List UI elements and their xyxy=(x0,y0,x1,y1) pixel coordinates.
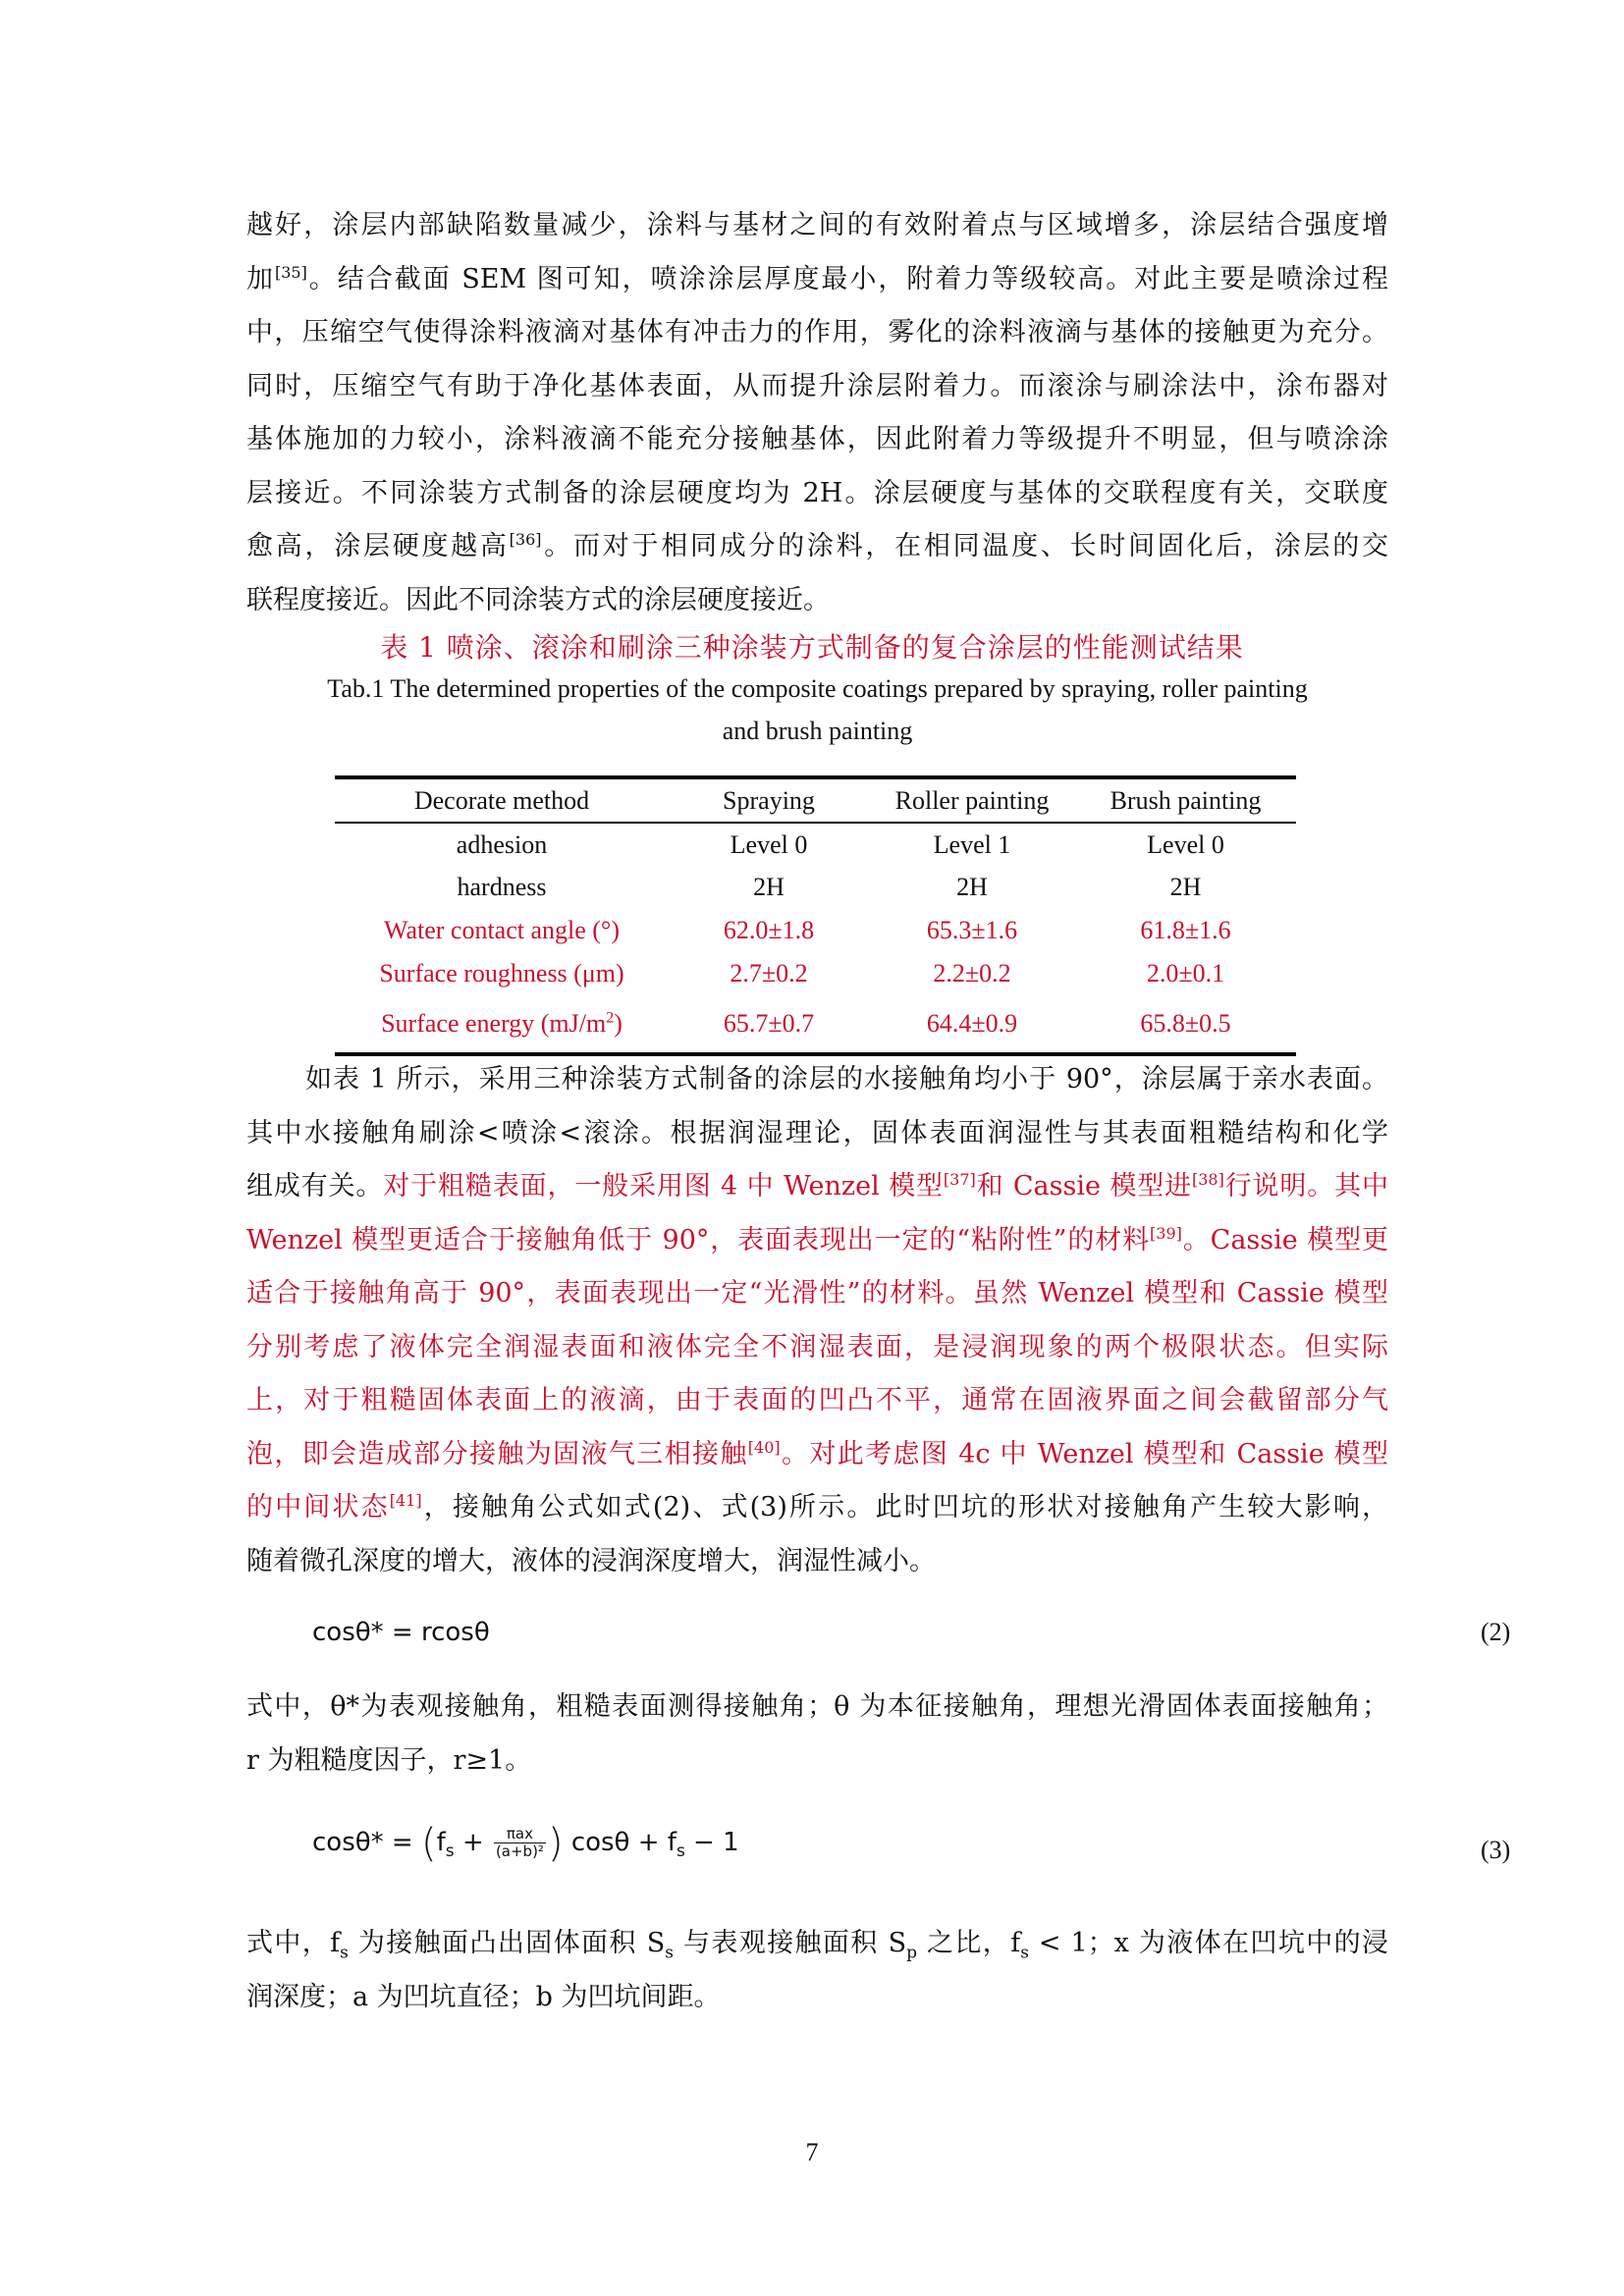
table-caption-en: Tab.1 The determined properties of the composite coatings prepared by spraying, roller painting xyxy=(327,674,1308,703)
citation-ref: [40] xyxy=(747,1437,781,1457)
table-cell: Level 0 xyxy=(730,829,808,859)
equation-3: $\cos\theta* = (f_s$ + $\frac{\text{πax}}{\text{(a+b)²}}$ ) $\cos\theta + f_s - 1$ xyxy=(312,1821,739,1866)
text-line: 式中，θ*为表观接触角，粗糙表面测得接触角；θ 为本征接触角，理想光滑固体表面接触角； xyxy=(246,1691,1388,1722)
text-line: Wenzel 模型更适合于接触角低于 90°，表面表现出一定的“粘附性”的材料[39]。Cassie 模型更 xyxy=(246,1223,1388,1255)
table-cell: 2.7±0.2 xyxy=(730,959,808,988)
citation-ref: [39] xyxy=(1150,1223,1182,1243)
equation-2-description xyxy=(246,1681,1388,1788)
text-line: 的中间状态[41]，接触角公式如式(2)、式(3)所示。此时凹坑的形状对接触角产生较大影响， xyxy=(246,1491,1388,1522)
citation-ref: [41] xyxy=(389,1491,422,1510)
text-line: r 为粗糙度因子，r≥1。 xyxy=(246,1744,532,1776)
column-header: Spraying xyxy=(669,777,869,823)
table-cell: Level 0 xyxy=(1147,829,1224,859)
table-cell: 65.3±1.6 xyxy=(926,916,1018,944)
equation-2: cosθ* = rcosθ xyxy=(312,1618,490,1647)
row-label: Surface roughness (μm) xyxy=(379,959,624,988)
text-line: 泡，即会造成部分接触为固液气三相接触[40]。对此考虑图 4c 中 Wenzel 模型和 Cassie 模型 xyxy=(246,1437,1388,1469)
table-cell: 2.0±0.1 xyxy=(1146,959,1225,988)
table-cell: 65.8±0.5 xyxy=(1075,995,1296,1054)
text-line: 分别考虑了液体完全润湿表面和液体完全不润湿表面，是浸润现象的两个极限状态。但实际 xyxy=(246,1331,1388,1362)
table-cell: 2H xyxy=(753,873,785,901)
column-header: Roller painting xyxy=(869,777,1075,823)
row-label: adhesion xyxy=(456,829,548,859)
text-line: 同时，压缩空气有助于净化基体表面，从而提升涂层附着力。而滚涂与刷涂法中，涂布器对 xyxy=(246,370,1388,401)
table-row xyxy=(335,995,1296,1054)
paragraph-adhesion-hardness xyxy=(246,199,1388,627)
table-cell: 2.2±0.2 xyxy=(933,959,1011,988)
table-cell: 62.0±1.8 xyxy=(723,916,815,944)
properties-table xyxy=(335,775,1296,1056)
text-line: 润深度；a 为凹坑直径；b 为凹坑间距。 xyxy=(246,1981,721,2012)
table-cell: 2H xyxy=(956,873,988,901)
table-cell: 61.8±1.6 xyxy=(1140,916,1231,944)
text-line: 加[35]。结合截面 SEM 图可知，喷涂涂层厚度最小，附着力等级较高。对此主要是喷涂过程 xyxy=(246,262,1389,294)
text-line: 越好，涂层内部缺陷数量减少，涂料与基材之间的有效附着点与区域增多，涂层结合强度增 xyxy=(246,210,1388,240)
table-cell: Level 1 xyxy=(933,829,1011,859)
text-line: 联程度接近。因此不同涂装方式的涂层硬度接近。 xyxy=(246,584,830,615)
table-cell: 2H xyxy=(1169,873,1202,901)
row-label: Surface energy $(mJ/m^2)$ xyxy=(335,995,669,1054)
table-row xyxy=(335,866,1296,909)
citation-ref: [35] xyxy=(274,262,307,282)
equation-3-description xyxy=(246,1917,1388,2024)
citation-ref: [37] xyxy=(943,1170,976,1189)
table-row xyxy=(335,823,1296,866)
table-cell: 64.4±0.9 xyxy=(869,995,1075,1054)
table-caption-cn: 表 1 喷涂、滚涂和刷涂三种涂装方式制备的复合涂层的性能测试结果 xyxy=(380,631,1244,664)
table-header-row xyxy=(335,777,1296,823)
text-line: 随着微孔深度的增大，液体的浸润深度增大，润湿性减小。 xyxy=(246,1545,936,1576)
text-line: 中，压缩空气使得涂料液滴对基体有冲击力的作用，雾化的涂料液滴与基体的接触更为充分。 xyxy=(246,317,1388,347)
column-header: Brush painting xyxy=(1075,777,1296,823)
equation-2-number: (2) xyxy=(1481,1618,1511,1646)
column-header: Decorate method xyxy=(335,777,669,823)
text-line: 如表 1 所示，采用三种涂装方式制备的涂层的水接触角均小于 90°，涂层属于亲水表面。 xyxy=(305,1064,1388,1095)
table-row xyxy=(335,909,1296,952)
fraction: $\frac{\text{πax}}{\text{(a+b)²}}$ xyxy=(495,1825,544,1860)
citation-ref: [38] xyxy=(1192,1170,1224,1189)
table-row xyxy=(335,952,1296,995)
row-label: Water contact angle (°) xyxy=(383,916,620,944)
text-line: 基体施加的力较小，涂料液滴不能充分接触基体，因此附着力等级提升不明显，但与喷涂涂 xyxy=(246,424,1388,454)
text-line: 层接近。不同涂装方式制备的涂层硬度均为 2H。涂层硬度与基体的交联程度有关，交联度 xyxy=(246,477,1388,508)
page-number: 7 xyxy=(805,2138,819,2166)
text-line: 组成有关。对于粗糙表面，一般采用图 4 中 Wenzel 模型[37]和 Cassie 模型进[38]行说明。其中 xyxy=(246,1170,1388,1201)
citation-ref: [36] xyxy=(509,530,542,549)
text-line: 其中水接触角刷涂<喷涂<滚涂。根据润湿理论，固体表面润湿性与其表面粗糙结构和化学 xyxy=(246,1117,1388,1148)
table-cell: 65.7±0.7 xyxy=(669,995,869,1054)
text-line: 愈高，涂层硬度越高[36]。而对于相同成分的涂料，在相同温度、长时间固化后，涂层的交 xyxy=(246,530,1389,561)
equation-3-number: (3) xyxy=(1481,1836,1511,1864)
row-label: hardness xyxy=(457,873,547,901)
table-caption-en-cont: and brush painting xyxy=(722,717,913,745)
paragraph-wetting xyxy=(246,1053,1388,1588)
text-line: 上，对于粗糙固体表面上的液滴，由于表面的凹凸不平，通常在固液界面之间会截留部分气 xyxy=(246,1385,1388,1415)
text-line: 式中，$f_s$ 为接触面凸出固体面积 $S_s$ 与表观接触面积 $S_p$ 之比，$f_s < 1$；x 为液体在凹坑中的浸 xyxy=(246,1928,1388,1963)
text-line: 适合于接触角高于 90°，表面表现出一定“光滑性”的材料。虽然 Wenzel 模型和 Cassie 模型 xyxy=(246,1278,1388,1308)
